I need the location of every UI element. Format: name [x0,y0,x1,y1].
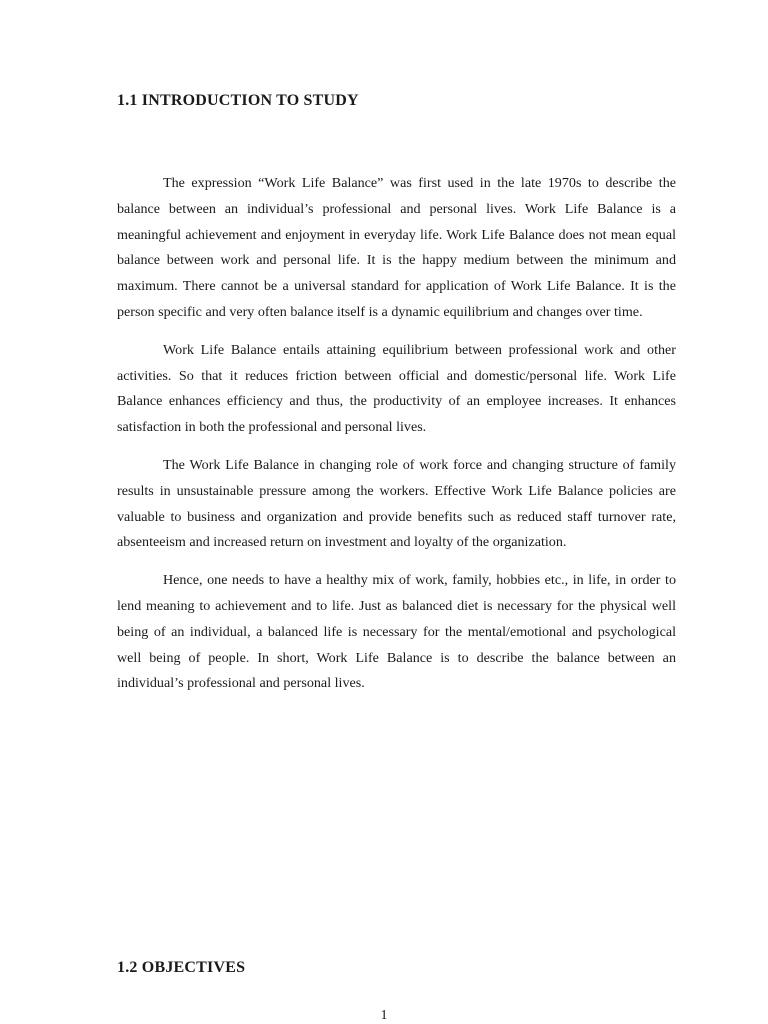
section-body-introduction [117,171,676,709]
paragraph: The expression “Work Life Balance” was first used in the late 1970s to describe the balance between an individual’s professional and personal lives. Work Life Balance is a meaningful achievement and enjoyment in everyday life. Work Life Balance does not mean equal balance between work and personal life. It is the happy medium between the minimum and maximum. There cannot be a universal standard for application of Work Life Balance. It is the person specific and very often balance itself is a dynamic equilibrium and changes over time. [117,175,676,320]
page-number: 1 [380,1008,388,1023]
section-heading-introduction: 1.1 INTRODUCTION TO STUDY [117,92,359,109]
paragraph: The Work Life Balance in changing role of work force and changing structure of family results in unsustainable pressure among the workers. Effective Work Life Balance policies are valuable to business and organization and provide benefits such as reduced staff turnover rate, absenteeism and increased return on investment and loyalty of the organization. [117,456,676,551]
paragraph: Hence, one needs to have a healthy mix of work, family, hobbies etc., in life, in order to lend meaning to achievement and to life. Just as balanced diet is necessary for the physical well being of an individual, a balanced life is necessary for the mental/emotional and psychological well being of people. In short, Work Life Balance is to describe the balance between an individual’s professional and personal lives. [117,572,676,692]
section-heading-objectives: 1.2 OBJECTIVES [117,959,246,976]
paragraph: Work Life Balance entails attaining equilibrium between professional work and other activities. So that it reduces friction between official and domestic/personal life. Work Life Balance enhances efficiency and thus, the productivity of an employee increases. It enhances satisfaction in both the professional and personal lives. [117,341,676,436]
